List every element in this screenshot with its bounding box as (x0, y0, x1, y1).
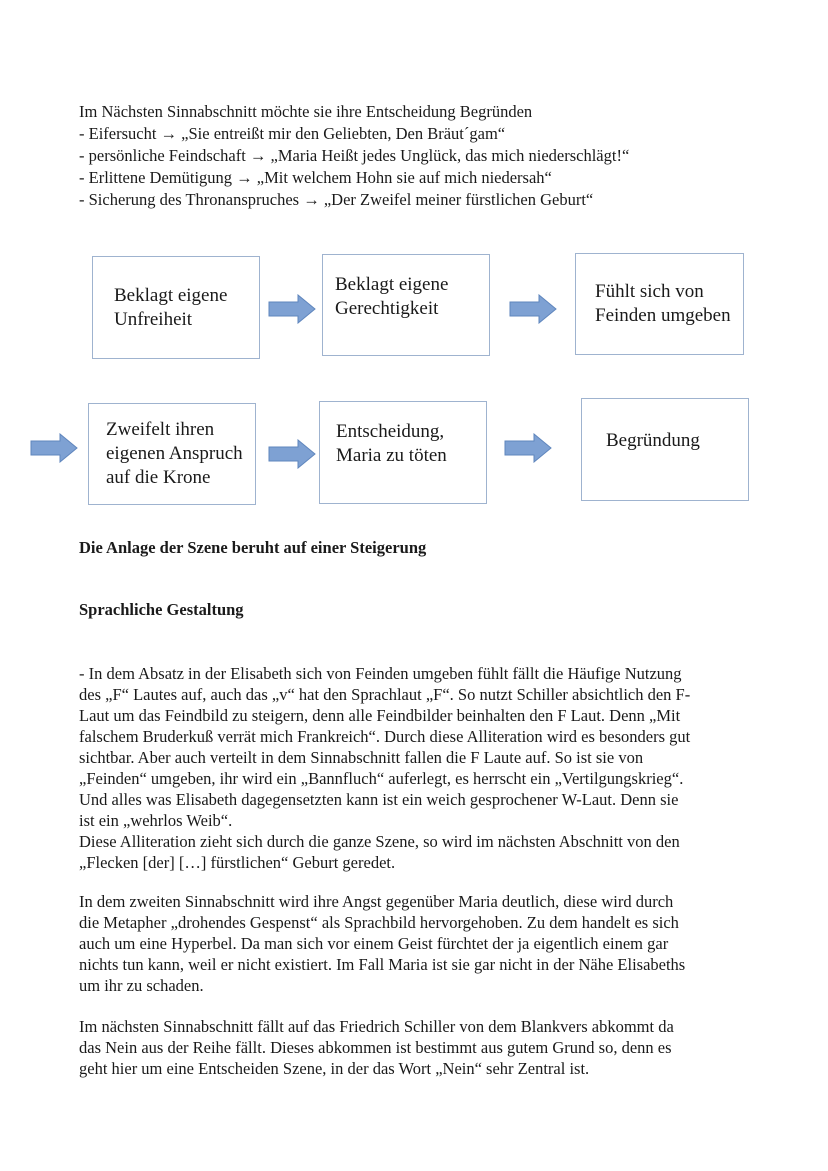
intro-heading-line: Im Nächsten Sinnabschnitt möchte sie ihre Entscheidung Begründen (79, 102, 533, 121)
text-line: „Feinden“ umgeben, ihr wird ein „Bannfluch“ auferlegt, es herrscht ein „Vertilgungskrieg“. (79, 769, 684, 788)
diagram-box-entscheidung (319, 401, 487, 504)
arrow-right-icon (504, 433, 552, 463)
paragraph-blankvers (79, 1016, 754, 1079)
text-line: Laut um das Feindbild zu steigern, denn alle Feindbilder beinhalten den F Laut. Denn „Mit (79, 706, 681, 725)
diagram-box-label: Entscheidung, Maria zu töten (336, 421, 447, 466)
section-heading-steigerung: Die Anlage der Szene beruht auf einer Steigerung (79, 538, 427, 557)
text-line: Im nächsten Sinnabschnitt fällt auf das Friedrich Schiller von dem Blankvers abkommt da (79, 1017, 674, 1036)
paragraph-angst (79, 891, 754, 996)
text-line: „Flecken [der] […] fürstlichen“ Geburt geredet. (79, 853, 396, 872)
intro-reason-eifersucht: - Eifersucht → „Sie entreißt mir den Geliebten, Den Bräut´gam“ (79, 124, 506, 143)
text-line: das Nein aus der Reihe fällt. Dieses abkommen ist bestimmt aus gutem Grund so, denn es (79, 1038, 672, 1057)
arrow-right-icon (30, 433, 78, 463)
diagram-box-label: Zweifelt ihren eigenen Anspruch auf die Krone (106, 419, 243, 488)
intro-reason-thronanspruch: - Sicherung des Thronanspruches → „Der Zweifel meiner fürstlichen Geburt“ (79, 190, 594, 209)
diagram-box-feinden (575, 253, 744, 355)
diagram-box-label: Fühlt sich von Feinden umgeben (595, 281, 731, 326)
text-line: des „F“ Lautes auf, auch das „v“ hat den Sprachlaut „F“. So nutzt Schiller absichtlich den F- (79, 685, 691, 704)
text-line: um ihr zu schaden. (79, 976, 204, 995)
text-line: - In dem Absatz in der Elisabeth sich von Feinden umgeben fühlt fällt die Häufige Nutzung (79, 664, 682, 683)
section-heading-sprachlich: Sprachliche Gestaltung (79, 600, 244, 619)
diagram-box-gerechtigkeit (322, 254, 490, 356)
arrow-right-icon (268, 294, 316, 324)
text-line: nichts tun kann, weil er nicht existiert. Im Fall Maria ist sie gar nicht in der Nähe Elisabeths (79, 955, 686, 974)
text-line: In dem zweiten Sinnabschnitt wird ihre Angst gegenüber Maria deutlich, diese wird durch (79, 892, 674, 911)
text-line: falschem Bruderkuß verrät mich Frankreich“. Durch diese Alliteration wird es besonders gut (79, 727, 691, 746)
intro-reason-demuetigung: - Erlittene Demütigung → „Mit welchem Hohn sie auf mich niedersah“ (79, 168, 552, 187)
diagram-box-label: Begründung (606, 430, 700, 451)
intro-block (79, 101, 799, 211)
diagram-box-label: Beklagt eigene Unfreiheit (114, 284, 228, 330)
text-line: sichtbar. Aber auch verteilt in dem Sinnabschnitt fallen die F Laute auf. So ist sie von (79, 748, 644, 767)
diagram-box-label: Beklagt eigene Gerechtigkeit (335, 274, 449, 319)
text-line: ist ein „wehrlos Weib“. (79, 811, 233, 830)
diagram-box-anspruch (88, 403, 256, 505)
text-line: die Metapher „drohendes Gespenst“ als Sprachbild hervorgehoben. Zu dem handelt es sich (79, 913, 679, 932)
paragraph-f-laut (79, 663, 754, 873)
diagram-box-unfreiheit (92, 256, 260, 359)
text-line: Diese Alliteration zieht sich durch die ganze Szene, so wird im nächsten Abschnitt von den (79, 832, 680, 851)
arrow-right-icon (509, 294, 557, 324)
text-line: Und alles was Elisabeth dagegensetzten kann ist ein weich gesprochener W-Laut. Denn sie (79, 790, 679, 809)
text-line: auch um eine Hyperbel. Da man sich vor einem Geist fürchtet der ja eigentlich einem gar (79, 934, 669, 953)
diagram-box-begruendung (581, 398, 749, 501)
intro-reason-feindschaft: - persönliche Feindschaft → „Maria Heißt jedes Unglück, das mich niederschlägt!“ (79, 146, 630, 165)
text-line: geht hier um eine Entscheiden Szene, in der das Wort „Nein“ sehr Zentral ist. (79, 1059, 590, 1078)
arrow-right-icon (268, 439, 316, 469)
